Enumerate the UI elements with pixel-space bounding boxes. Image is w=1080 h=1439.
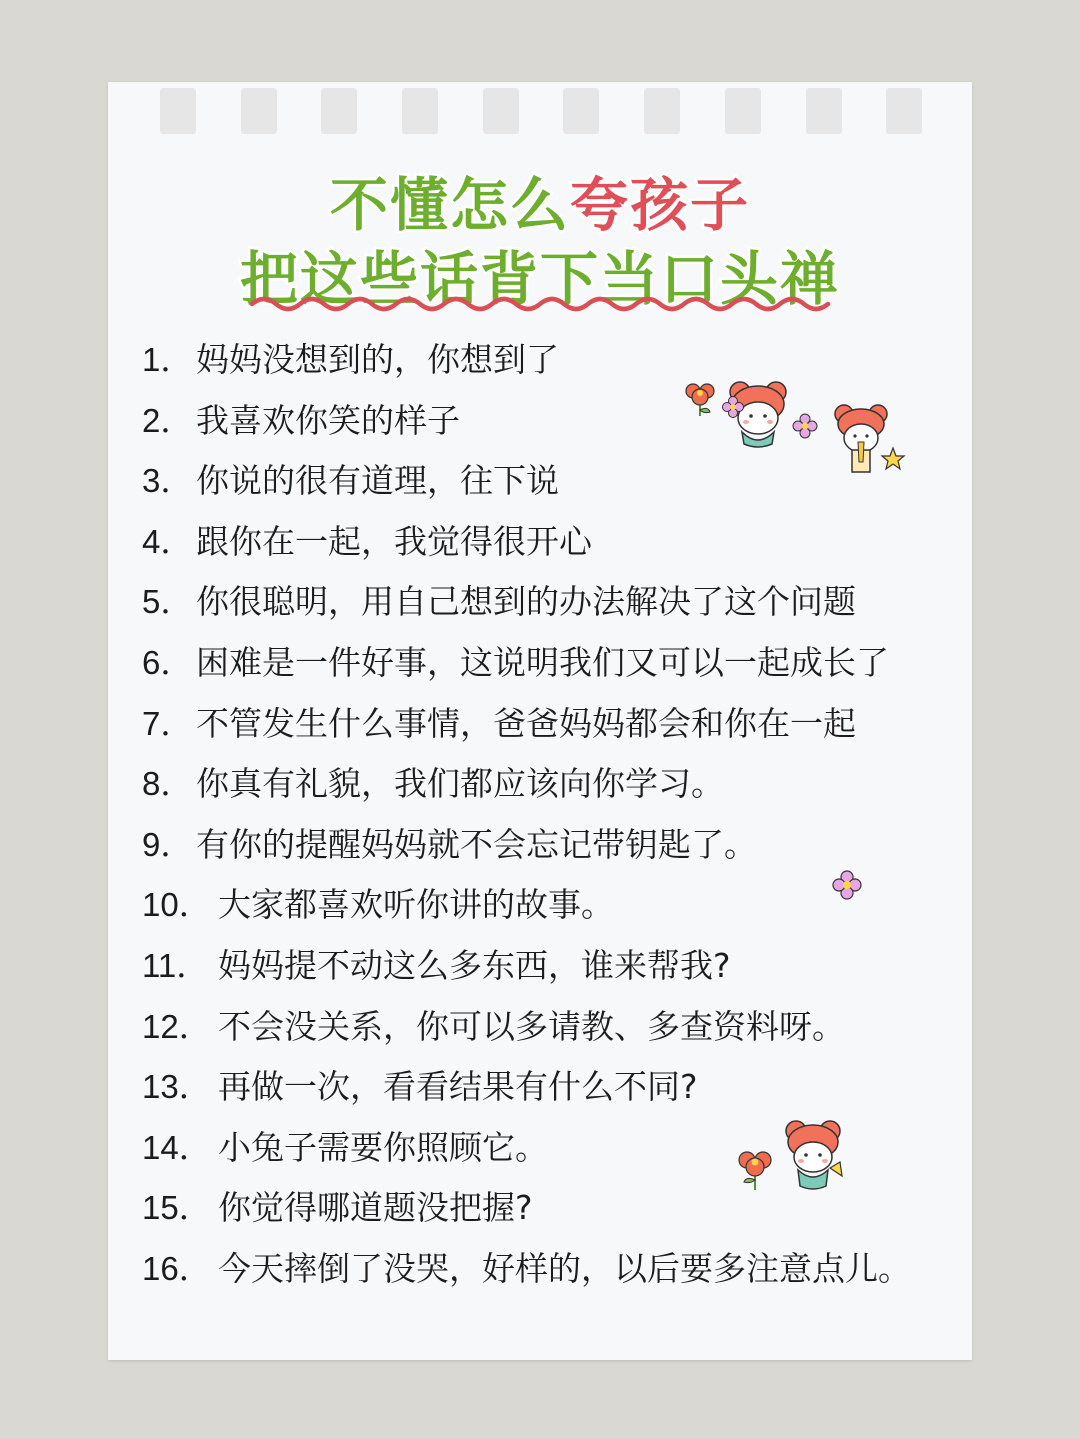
list-item [142,633,911,694]
item-text: 你真有礼貌，我们都应该向你学习。 [196,764,724,804]
item-text: 你很聪明，用自己想到的办法解决了这个问题 [196,582,856,622]
item-number: 2． [142,401,194,439]
flower-icon [722,396,744,418]
title-line-1 [108,158,972,242]
item-number: 3． [142,462,194,500]
item-text: 你说的很有道理，往下说 [196,461,559,501]
item-text: 妈妈没想到的，你想到了 [196,340,559,379]
list-item [142,997,911,1058]
item-text: 大家都喜欢听你讲的故事。 [218,885,614,925]
item-text: 跟你在一起，我觉得很开心 [196,521,592,561]
binder-hole [241,88,277,134]
binder-hole [483,88,519,134]
binder-hole [644,88,680,134]
item-number: 12． [142,1007,212,1045]
wavy-underline [248,290,832,314]
flower-icon [792,413,818,439]
item-text: 不会没关系，你可以多请教、多查资料呀。 [218,1006,845,1046]
flower-icon [832,870,862,900]
binder-hole [806,88,842,134]
item-text: 再做一次，看看结果有什么不同? [218,1067,698,1107]
item-number: 15． [142,1189,212,1227]
bear-character-icon [780,1118,846,1194]
binder-hole [563,88,599,134]
item-number: 1． [142,341,194,378]
item-number: 10． [142,886,212,924]
star-icon [880,446,906,472]
item-number: 9． [142,825,194,863]
list-item [142,754,911,815]
list-item [142,451,911,512]
item-number: 4． [142,522,194,560]
list-item [142,875,911,936]
item-number: 5． [142,583,194,621]
item-number: 11． [142,946,210,984]
item-text: 我喜欢你笑的样子 [196,400,460,440]
item-text: 困难是一件好事，这说明我们又可以一起成长了 [196,642,889,682]
item-text: 今天摔倒了没哭，好样的，以后要多注意点儿。 [218,1248,911,1288]
list-item [142,694,911,755]
item-number: 6． [142,643,194,681]
binder-hole [725,88,761,134]
item-number: 13． [142,1068,212,1106]
binder-hole [160,88,196,134]
item-text: 有你的提醒妈妈就不会忘记带钥匙了。 [196,824,757,864]
item-number: 8． [142,765,194,803]
list-item [142,1239,911,1300]
item-text: 不管发生什么事情，爸爸妈妈都会和你在一起 [196,703,856,743]
flower-icon [736,1146,774,1192]
list-item [142,815,911,876]
flower-icon [682,378,718,418]
list-item [142,512,911,573]
binder-hole [321,88,357,134]
list-item [142,572,911,633]
list-item [142,936,911,997]
item-number: 16． [142,1249,212,1287]
item-number: 14． [142,1128,212,1166]
item-number: 7． [142,704,194,742]
item-text: 妈妈提不动这么多东西，谁来帮我? [218,945,731,985]
title-line-1-green: 不懂怎么 [329,171,570,239]
binder-hole [886,88,922,134]
list-item [142,330,911,391]
item-text: 你觉得哪道题没把握? [218,1188,533,1228]
binder-hole [402,88,438,134]
title-line-2: 把这些话背下当口头禅 [239,245,840,313]
title-line-1-red: 夸孩子 [570,171,751,239]
item-text: 小兔子需要你照顾它。 [218,1127,548,1167]
list-item [142,1057,911,1118]
